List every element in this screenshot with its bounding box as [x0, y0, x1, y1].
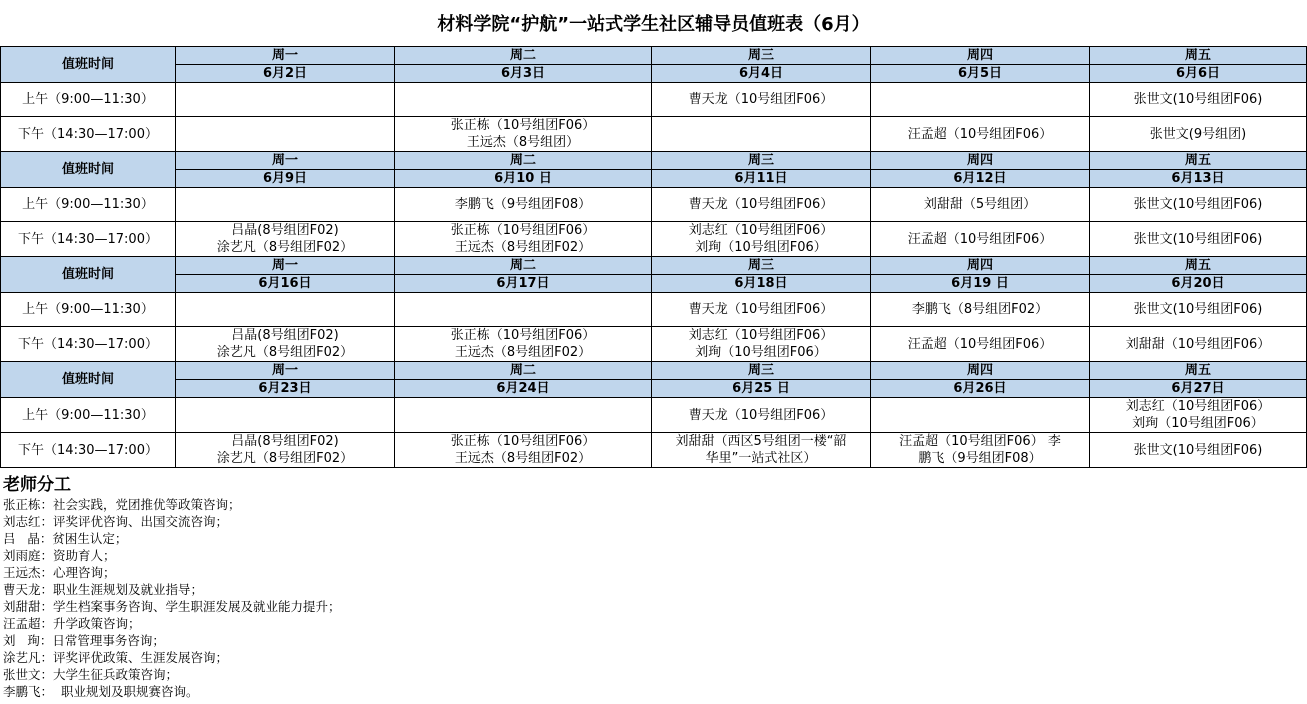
- weekday-header: 周三: [652, 47, 871, 65]
- teacher-duty-line: 刘雨庭：资助育人；: [3, 548, 116, 563]
- teacher-duty-line: 刘志红：评奖评优咨询、出国交流咨询；: [3, 514, 229, 529]
- duty-cell: 张正栋（10号组团F06） 王远杰（8号组团）: [395, 117, 652, 152]
- weekday-header: 周一: [176, 152, 395, 170]
- duty-cell: 张正栋（10号组团F06） 王远杰（8号组团F02）: [395, 222, 652, 257]
- afternoon-row: [1, 222, 1307, 257]
- duty-cell: [176, 83, 395, 117]
- teacher-duty-line: 张正栋：社会实践，党团推优等政策咨询；: [3, 497, 241, 512]
- morning-slot-label: 上午（9:00—11:30）: [1, 188, 176, 222]
- weekday-header: 周二: [395, 152, 652, 170]
- week-header-row: [1, 47, 1307, 65]
- duty-cell: 张世文(10号组团F06): [1090, 83, 1307, 117]
- weekday-header: 周四: [871, 257, 1090, 275]
- duty-cell: 刘甜甜（5号组团）: [871, 188, 1090, 222]
- duty-cell: 张世文(10号组团F06): [1090, 188, 1307, 222]
- weekday-header: 周三: [652, 362, 871, 380]
- afternoon-slot-label: 下午（14:30—17:00）: [1, 433, 176, 468]
- date-header: 6月13日: [1090, 170, 1307, 188]
- teacher-duty-line: 李鹏飞： 职业规划及职规赛咨询。: [3, 684, 199, 699]
- afternoon-slot-label: 下午（14:30—17:00）: [1, 327, 176, 362]
- duty-cell: 吕晶(8号组团F02) 涂艺凡（8号组团F02）: [176, 222, 395, 257]
- duty-cell: 汪孟超（10号组团F06）: [871, 222, 1090, 257]
- teacher-duty-line: 涂艺凡：评奖评优政策、生涯发展咨询；: [3, 650, 229, 665]
- afternoon-slot-label: 下午（14:30—17:00）: [1, 222, 176, 257]
- duty-cell: 曹天龙（10号组团F06）: [652, 293, 871, 327]
- weekday-header: 周二: [395, 257, 652, 275]
- date-header: 6月9日: [176, 170, 395, 188]
- week-date-row: [1, 275, 1307, 293]
- date-header: 6月17日: [395, 275, 652, 293]
- teacher-duty-line: 曹天龙：职业生涯规划及就业指导；: [3, 582, 204, 597]
- duty-cell: 张世文(10号组团F06): [1090, 222, 1307, 257]
- duty-cell: [871, 83, 1090, 117]
- weekday-header: 周二: [395, 47, 652, 65]
- duty-cell: 刘甜甜（10号组团F06）: [1090, 327, 1307, 362]
- week-header-row: [1, 152, 1307, 170]
- week-date-row: [1, 170, 1307, 188]
- date-header: 6月20日: [1090, 275, 1307, 293]
- weekday-header: 周二: [395, 362, 652, 380]
- duty-cell: 刘志红（10号组团F06） 刘珣（10号组团F06）: [652, 222, 871, 257]
- teacher-duty-line: 王远杰：心理咨询；: [3, 565, 116, 580]
- weekday-header: 周五: [1090, 257, 1307, 275]
- teacher-duties-heading: 老师分工: [3, 475, 71, 495]
- duty-cell: 吕晶(8号组团F02) 涂艺凡（8号组团F02）: [176, 433, 395, 468]
- week-date-row: [1, 380, 1307, 398]
- afternoon-row: [1, 327, 1307, 362]
- week-header-row: [1, 257, 1307, 275]
- teacher-duties-section: [3, 475, 1003, 700]
- date-header: 6月25 日: [652, 380, 871, 398]
- date-header: 6月6日: [1090, 65, 1307, 83]
- schedule-title: 材料学院“护航”一站式学生社区辅导员值班表（6月）: [437, 14, 870, 35]
- weekday-header: 周四: [871, 152, 1090, 170]
- date-header: 6月2日: [176, 65, 395, 83]
- afternoon-row: [1, 433, 1307, 468]
- duty-cell: [395, 293, 652, 327]
- week-date-row: [1, 65, 1307, 83]
- teacher-duty-line: 张世文：大学生征兵政策咨询；: [3, 667, 179, 682]
- date-header: 6月5日: [871, 65, 1090, 83]
- duty-cell: 吕晶(8号组团F02) 涂艺凡（8号组团F02）: [176, 327, 395, 362]
- date-header: 6月4日: [652, 65, 871, 83]
- morning-slot-label: 上午（9:00—11:30）: [1, 293, 176, 327]
- afternoon-slot-label: 下午（14:30—17:00）: [1, 117, 176, 152]
- morning-row: [1, 188, 1307, 222]
- duty-schedule-table: [0, 46, 1307, 468]
- weekday-header: 周四: [871, 47, 1090, 65]
- duty-cell: 李鹏飞（9号组团F08）: [395, 188, 652, 222]
- duty-cell: 李鹏飞（8号组团F02）: [871, 293, 1090, 327]
- morning-slot-label: 上午（9:00—11:30）: [1, 398, 176, 433]
- duty-cell: 汪孟超（10号组团F06） 李 鹏飞（9号组团F08）: [871, 433, 1090, 468]
- duty-cell: 张世文(10号组团F06): [1090, 433, 1307, 468]
- duty-cell: [395, 398, 652, 433]
- duty-cell: 刘甜甜（西区5号组团一楼“韶 华里”一站式社区）: [652, 433, 871, 468]
- afternoon-row: [1, 117, 1307, 152]
- date-header: 6月16日: [176, 275, 395, 293]
- date-header: 6月10 日: [395, 170, 652, 188]
- date-header: 6月26日: [871, 380, 1090, 398]
- date-header: 6月11日: [652, 170, 871, 188]
- teacher-duty-line: 刘 珣：日常管理事务咨询；: [3, 633, 165, 648]
- duty-cell: [176, 188, 395, 222]
- weekday-header: 周一: [176, 257, 395, 275]
- duty-cell: 张正栋（10号组团F06） 王远杰（8号组团F02）: [395, 327, 652, 362]
- weekday-header: 周一: [176, 362, 395, 380]
- teacher-duty-line: 吕 晶：贫困生认定；: [3, 531, 128, 546]
- teacher-duties-list: [3, 496, 1003, 700]
- date-header: 6月12日: [871, 170, 1090, 188]
- morning-row: [1, 398, 1307, 433]
- duty-cell: [652, 117, 871, 152]
- weekday-header: 周四: [871, 362, 1090, 380]
- weekday-header: 周三: [652, 257, 871, 275]
- weekday-header: 周五: [1090, 362, 1307, 380]
- weekday-header: 周一: [176, 47, 395, 65]
- duty-time-header: 值班时间: [1, 362, 176, 398]
- date-header: 6月18日: [652, 275, 871, 293]
- duty-cell: [395, 83, 652, 117]
- duty-time-header: 值班时间: [1, 257, 176, 293]
- duty-cell: 张世文(10号组团F06): [1090, 293, 1307, 327]
- duty-cell: 曹天龙（10号组团F06）: [652, 398, 871, 433]
- duty-cell: 汪孟超（10号组团F06）: [871, 117, 1090, 152]
- duty-time-header: 值班时间: [1, 47, 176, 83]
- weekday-header: 周五: [1090, 152, 1307, 170]
- duty-cell: 刘志红（10号组团F06） 刘珣（10号组团F06）: [652, 327, 871, 362]
- morning-row: [1, 83, 1307, 117]
- duty-cell: 刘志红（10号组团F06） 刘珣（10号组团F06）: [1090, 398, 1307, 433]
- duty-cell: 汪孟超（10号组团F06）: [871, 327, 1090, 362]
- duty-time-header: 值班时间: [1, 152, 176, 188]
- duty-cell: [176, 398, 395, 433]
- morning-row: [1, 293, 1307, 327]
- morning-slot-label: 上午（9:00—11:30）: [1, 83, 176, 117]
- weekday-header: 周五: [1090, 47, 1307, 65]
- teacher-duty-line: 刘甜甜：学生档案事务咨询、学生职涯发展及就业能力提升；: [3, 599, 341, 614]
- duty-cell: [871, 398, 1090, 433]
- duty-cell: 张世文(9号组团): [1090, 117, 1307, 152]
- week-header-row: [1, 362, 1307, 380]
- date-header: 6月3日: [395, 65, 652, 83]
- duty-cell: [176, 293, 395, 327]
- date-header: 6月23日: [176, 380, 395, 398]
- date-header: 6月19 日: [871, 275, 1090, 293]
- date-header: 6月24日: [395, 380, 652, 398]
- teacher-duty-line: 汪孟超：升学政策咨询；: [3, 616, 141, 631]
- date-header: 6月27日: [1090, 380, 1307, 398]
- weekday-header: 周三: [652, 152, 871, 170]
- duty-cell: 张正栋（10号组团F06） 王远杰（8号组团F02）: [395, 433, 652, 468]
- duty-cell: [176, 117, 395, 152]
- duty-cell: 曹天龙（10号组团F06）: [652, 83, 871, 117]
- duty-cell: 曹天龙（10号组团F06）: [652, 188, 871, 222]
